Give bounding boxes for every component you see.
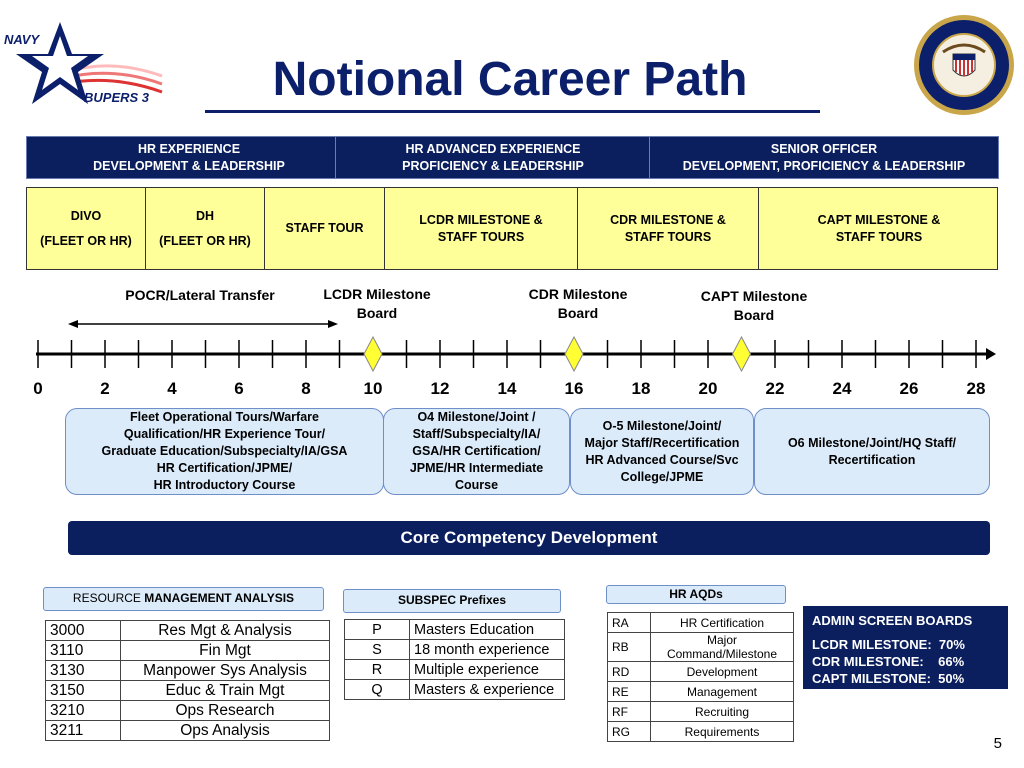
tour-line1: CAPT MILESTONE & xyxy=(817,212,941,227)
description-cell: Ops Analysis xyxy=(121,721,330,741)
edu-line: O6 Milestone/Joint/HQ Staff/ xyxy=(787,435,957,450)
tour-line2: (FLEET OR HR) xyxy=(40,234,132,248)
code-cell: 3000 xyxy=(46,621,121,641)
edu-line: Fleet Operational Tours/Warfare xyxy=(130,410,319,424)
resource-mgmt-label xyxy=(43,587,324,611)
board-line1: CAPT Milestone xyxy=(700,288,808,304)
code-cell: 3210 xyxy=(46,701,121,721)
tick-label: 10 xyxy=(363,379,383,398)
edu-box-early xyxy=(65,408,384,495)
edu-line: Course xyxy=(454,478,499,492)
tour-line1: DH xyxy=(195,209,215,223)
tick-label: 0 xyxy=(33,379,43,398)
hr-aqds-label: HR AQDs xyxy=(606,585,786,604)
code-cell: 3130 xyxy=(46,661,121,681)
resource-mgmt-table xyxy=(45,620,330,741)
description-cell: Res Mgt & Analysis xyxy=(121,621,330,641)
board-line2: Board xyxy=(557,305,599,321)
phase-senior-officer xyxy=(649,136,999,179)
edu-line: HR Introductory Course xyxy=(153,478,296,492)
description-cell: Manpower Sys Analysis xyxy=(121,661,330,681)
tour-divo xyxy=(27,188,146,269)
code-cell: RB xyxy=(608,633,651,662)
tick-label: 20 xyxy=(698,379,718,398)
tour-line1: STAFF TOUR xyxy=(285,221,364,235)
tour-line1: DIVO xyxy=(70,209,102,223)
tick-label: 24 xyxy=(832,379,852,398)
admin-screen-boards xyxy=(803,606,1008,689)
pocr-arrow-left xyxy=(68,320,78,328)
code-cell: P xyxy=(345,620,410,640)
phase-line2: DEVELOPMENT & LEADERSHIP xyxy=(93,158,285,173)
edu-line: O4 Milestone/Joint / xyxy=(417,410,536,424)
logo-navy-text: NAVY xyxy=(4,32,40,47)
phase-hr-experience xyxy=(26,136,352,179)
code-cell: RE xyxy=(608,682,651,702)
pocr-label: POCR/Lateral Transfer xyxy=(125,287,275,303)
edu-line: Recertification xyxy=(828,452,916,467)
code-cell: 3110 xyxy=(46,641,121,661)
tick-label: 18 xyxy=(631,379,651,398)
tour-staff xyxy=(265,188,385,269)
edu-box-o5 xyxy=(570,408,754,495)
description-cell: Management xyxy=(651,682,794,702)
timeline-arrowhead xyxy=(986,348,996,360)
description-cell: Fin Mgt xyxy=(121,641,330,661)
subspec-label: SUBSPEC Prefixes xyxy=(343,589,561,613)
tour-line1: CDR MILESTONE & xyxy=(610,212,726,227)
tour-line2: (FLEET OR HR) xyxy=(159,234,251,248)
phase-line1: HR EXPERIENCE xyxy=(137,141,241,156)
board-line1: CDR Milestone xyxy=(528,286,628,302)
tick-label: 26 xyxy=(899,379,919,398)
page-number: 5 xyxy=(993,735,1002,752)
navy-seal-icon xyxy=(913,14,1015,116)
edu-line: O-5 Milestone/Joint/ xyxy=(602,418,722,433)
edu-line: HR Advanced Course/Svc xyxy=(585,452,739,467)
milestone-diamond xyxy=(733,337,751,371)
core-competency-bar: Core Competency Development xyxy=(68,521,990,555)
table-row xyxy=(608,662,794,682)
tour-line2: STAFF TOURS xyxy=(624,229,712,244)
code-cell: 3150 xyxy=(46,681,121,701)
description-cell: Educ & Train Mgt xyxy=(121,681,330,701)
pocr-arrow-right xyxy=(328,320,338,328)
edu-line: GSA/HR Certification/ xyxy=(412,444,541,458)
edu-box-o4 xyxy=(383,408,570,495)
description-cell: Masters & experience xyxy=(410,680,565,700)
code-cell: 3211 xyxy=(46,721,121,741)
tick-label: 8 xyxy=(301,379,311,398)
code-cell: RA xyxy=(608,613,651,633)
edu-line: JPME/HR Intermediate xyxy=(409,461,544,475)
tick-label: 6 xyxy=(234,379,244,398)
tour-cdr xyxy=(578,188,759,269)
table-row xyxy=(46,641,330,661)
title-underline xyxy=(205,110,820,113)
code-cell: RF xyxy=(608,702,651,722)
board-line2: Board xyxy=(733,307,775,323)
code-cell: R xyxy=(345,660,410,680)
code-cell: Q xyxy=(345,680,410,700)
description-cell: HR Certification xyxy=(651,613,794,633)
table-row xyxy=(46,661,330,681)
table-row xyxy=(46,721,330,741)
hr-aqds-table xyxy=(607,612,794,742)
edu-line: Staff/Subspecialty/IA/ xyxy=(412,427,541,441)
table-row xyxy=(46,621,330,641)
tick-label: 14 xyxy=(497,379,517,398)
tick-label: 28 xyxy=(966,379,986,398)
logo-bupers-text: BUPERS 3 xyxy=(84,90,150,105)
tour-dh xyxy=(146,188,265,269)
table-row xyxy=(345,640,565,660)
description-cell: 18 month experience xyxy=(410,640,565,660)
edu-line: Graduate Education/Subspecialty/IA/GSA xyxy=(101,444,348,458)
tick-label: 2 xyxy=(100,379,110,398)
edu-line: HR Certification/JPME/ xyxy=(156,461,293,475)
phase-line2: DEVELOPMENT, PROFICIENCY & LEADERSHIP xyxy=(682,158,966,173)
table-row xyxy=(608,722,794,742)
edu-line: Major Staff/Recertification xyxy=(584,435,740,450)
code-cell: S xyxy=(345,640,410,660)
table-row xyxy=(46,701,330,721)
tick-label: 12 xyxy=(430,379,450,398)
description-cell: Recruiting xyxy=(651,702,794,722)
milestone-diamond xyxy=(364,337,382,371)
phase-hr-advanced xyxy=(335,136,651,179)
edu-line: Qualification/HR Experience Tour/ xyxy=(123,427,326,441)
tour-capt xyxy=(759,188,999,269)
tour-line2: STAFF TOURS xyxy=(835,229,923,244)
navy-bupers-logo xyxy=(2,14,172,114)
description-cell: Requirements xyxy=(651,722,794,742)
description-cell: Development xyxy=(651,662,794,682)
board-line1: LCDR Milestone xyxy=(323,286,431,302)
table-row xyxy=(608,613,794,633)
edu-line: College/JPME xyxy=(620,469,704,484)
admin-line: CAPT MILESTONE: 50% xyxy=(812,671,965,686)
admin-line: CDR MILESTONE: 66% xyxy=(812,654,965,669)
table-row xyxy=(608,633,794,662)
resource-label-bold: MANAGEMENT ANALYSIS xyxy=(144,591,295,605)
page-title: Notional Career Path xyxy=(272,53,748,106)
tour-line1: LCDR MILESTONE & xyxy=(419,212,543,227)
tour-band xyxy=(26,187,998,270)
tour-line2: STAFF TOURS xyxy=(437,229,525,244)
phase-line1: HR ADVANCED EXPERIENCE xyxy=(405,141,581,156)
table-row xyxy=(46,681,330,701)
admin-line: LCDR MILESTONE: 70% xyxy=(812,637,965,652)
table-row xyxy=(608,682,794,702)
tour-lcdr xyxy=(385,188,578,269)
phase-line2: PROFICIENCY & LEADERSHIP xyxy=(402,158,584,173)
resource-label-prefix: RESOURCE xyxy=(72,591,145,605)
code-cell: RD xyxy=(608,662,651,682)
subspec-table xyxy=(344,619,565,700)
table-row xyxy=(345,660,565,680)
table-row xyxy=(608,702,794,722)
description-cell: Major Command/Milestone xyxy=(651,633,794,662)
tick-label: 4 xyxy=(167,379,177,398)
table-row xyxy=(345,680,565,700)
description-cell: Masters Education xyxy=(410,620,565,640)
milestone-diamond xyxy=(565,337,583,371)
table-row xyxy=(345,620,565,640)
admin-title: ADMIN SCREEN BOARDS xyxy=(812,613,973,628)
code-cell: RG xyxy=(608,722,651,742)
tick-label: 16 xyxy=(564,379,584,398)
phase-line1: SENIOR OFFICER xyxy=(770,141,878,156)
edu-box-o6 xyxy=(754,408,990,495)
board-line2: Board xyxy=(356,305,398,321)
description-cell: Ops Research xyxy=(121,701,330,721)
timeline-axis xyxy=(0,310,1024,380)
description-cell: Multiple experience xyxy=(410,660,565,680)
tick-label: 22 xyxy=(765,379,785,398)
